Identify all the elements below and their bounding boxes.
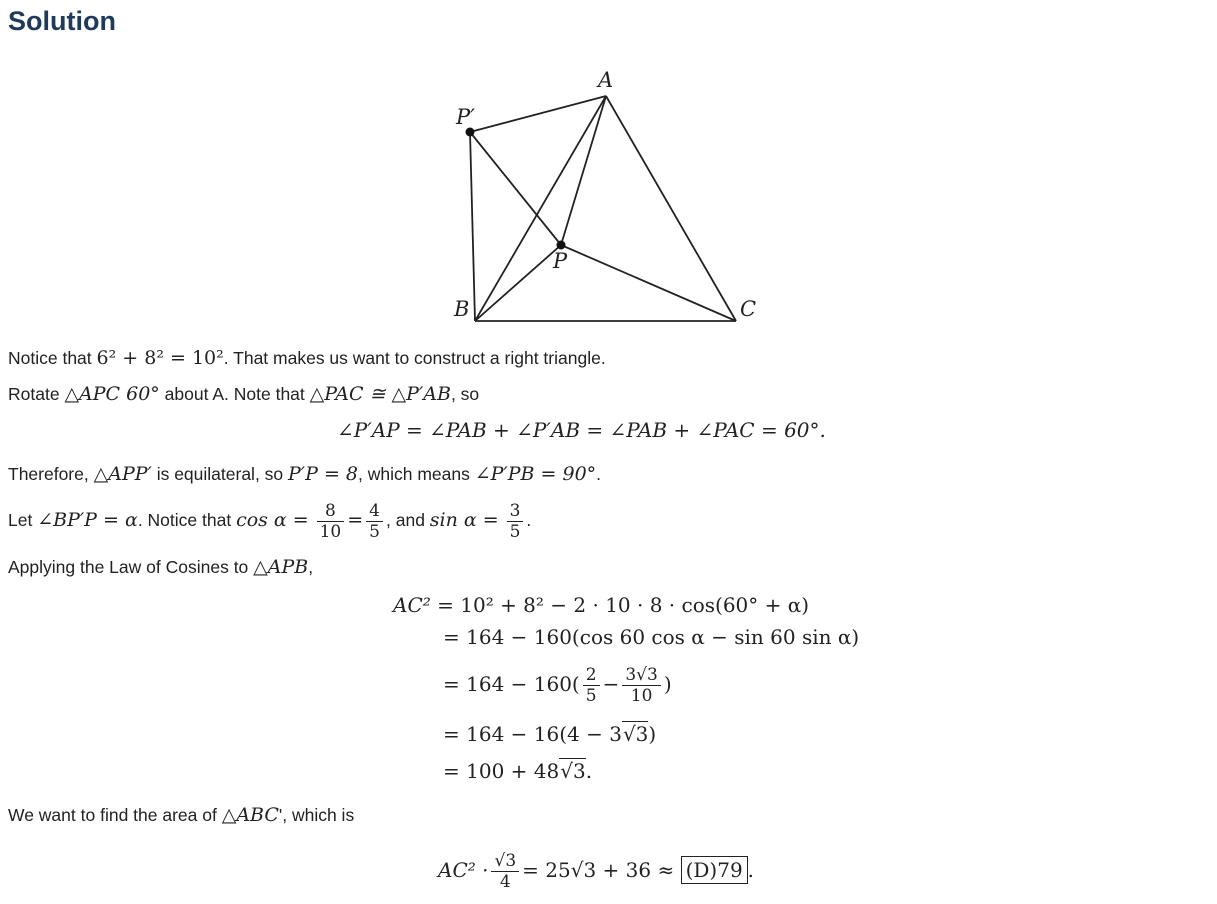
math-inline: △APC 60° xyxy=(64,383,160,405)
fraction-denominator: 5 xyxy=(585,686,597,706)
derivation-row-3 xyxy=(443,660,672,708)
solution-heading: Solution xyxy=(8,6,116,36)
math-sqrt: √3 xyxy=(560,759,586,783)
fraction-4-5 xyxy=(366,501,383,542)
derivation-row-4 xyxy=(443,722,656,746)
text: Notice that xyxy=(8,348,97,368)
label-p: P xyxy=(553,249,568,273)
fraction-numerator: 8 xyxy=(317,501,345,522)
segment-a-p xyxy=(561,96,606,245)
fraction-denominator: 4 xyxy=(499,872,511,892)
math-sqrt: √3 xyxy=(622,722,649,746)
math-inline: ∠BP′P = α xyxy=(37,509,138,531)
fraction-3root3-10 xyxy=(622,665,660,706)
text-line-4 xyxy=(8,498,531,542)
text: , which means xyxy=(358,464,475,484)
text: . That makes us want to construct a right triangle. xyxy=(223,348,606,368)
derivation-row-5 xyxy=(443,759,592,783)
text-line-3 xyxy=(8,463,601,485)
segment-pprime-b xyxy=(470,132,475,321)
fraction-numerator: 3 xyxy=(507,501,524,522)
fraction-denominator: 10 xyxy=(319,521,342,542)
text: , and xyxy=(386,510,430,530)
derivation-row-1 xyxy=(393,593,809,617)
text: , so xyxy=(450,384,480,404)
math-inline: △APP′ xyxy=(93,463,152,485)
segment-pprime-a xyxy=(470,96,606,132)
fraction-root3-4 xyxy=(491,851,519,892)
segment-a-c xyxy=(606,96,736,321)
math-inline: 6² + 8² = 10² xyxy=(96,347,224,369)
fraction-denominator: 5 xyxy=(369,521,380,542)
fraction-3-5 xyxy=(507,501,524,542)
fraction-numerator: 3√3 xyxy=(622,665,660,686)
math-text: = 100 + 48 xyxy=(443,759,560,783)
segment-a-b xyxy=(475,96,606,321)
math-rhs: = 25√3 + 36 ≈ xyxy=(522,858,675,882)
math-inline: = xyxy=(347,509,364,531)
derivation-row-2: = 164 − 160(cos 60 cos α − sin 60 sin α) xyxy=(443,625,860,649)
text-line-1 xyxy=(8,347,606,369)
text: We want to find the area of xyxy=(8,805,222,825)
label-c: C xyxy=(740,297,757,321)
text: . Notice that xyxy=(137,510,237,530)
fraction-denominator: 10 xyxy=(630,686,653,706)
math-text: ) xyxy=(648,722,657,746)
math-text: ) xyxy=(663,672,672,696)
math-inline: cos α = xyxy=(236,509,309,531)
text: Applying the Law of Cosines to xyxy=(8,557,254,577)
math-text: − xyxy=(602,672,620,696)
math-inline: △APB xyxy=(253,556,309,578)
display-equation-angle: ∠P′AP = ∠PAB + ∠P′AB = ∠PAB + ∠PAC = 60°. xyxy=(337,418,826,442)
text: , xyxy=(308,557,314,577)
text: . xyxy=(526,510,532,530)
text: is equilateral, so xyxy=(151,464,289,484)
geometry-figure xyxy=(440,62,780,332)
segment-p-c xyxy=(561,245,736,321)
math-inline: △ABC xyxy=(221,804,279,826)
text: ', which is xyxy=(278,805,355,825)
text: . xyxy=(596,464,602,484)
fraction-2-5 xyxy=(583,665,600,706)
math-text: = 164 − 160( xyxy=(443,672,580,696)
final-equation xyxy=(438,846,754,894)
text-line-6 xyxy=(8,804,354,826)
math-inline: P′P = 8 xyxy=(288,463,358,485)
math-lhs: AC² · xyxy=(438,858,489,882)
math-text: = 164 − 16(4 − 3 xyxy=(443,722,622,746)
label-a: A xyxy=(598,68,614,92)
text-line-5 xyxy=(8,556,313,578)
fraction-numerator: 2 xyxy=(583,665,600,686)
text: Therefore, xyxy=(8,464,94,484)
math-inline: ∠P′PB = 90° xyxy=(474,463,597,485)
math-text: . xyxy=(747,858,755,882)
text: Rotate xyxy=(8,384,65,404)
math-inline: △PAC ≅ △P′AB xyxy=(309,383,451,405)
segment-p-b xyxy=(475,245,561,321)
fraction-numerator: 4 xyxy=(366,501,383,522)
text: Let xyxy=(8,510,38,530)
label-b: B xyxy=(454,297,470,321)
label-pprime: P′ xyxy=(456,105,475,129)
math-lhs: AC² xyxy=(393,593,431,617)
text-line-2 xyxy=(8,383,479,405)
fraction-8-10 xyxy=(317,501,345,542)
text: about A. Note that xyxy=(159,384,310,404)
math-text: . xyxy=(585,759,593,783)
fraction-denominator: 5 xyxy=(509,521,521,542)
boxed-answer: (D)79 xyxy=(681,856,748,884)
fraction-numerator: √3 xyxy=(491,851,519,872)
math-rhs: = 10² + 8² − 2 · 10 · 8 · cos(60° + α) xyxy=(437,593,810,617)
segment-pprime-p xyxy=(470,132,561,245)
math-inline: sin α = xyxy=(429,509,499,531)
